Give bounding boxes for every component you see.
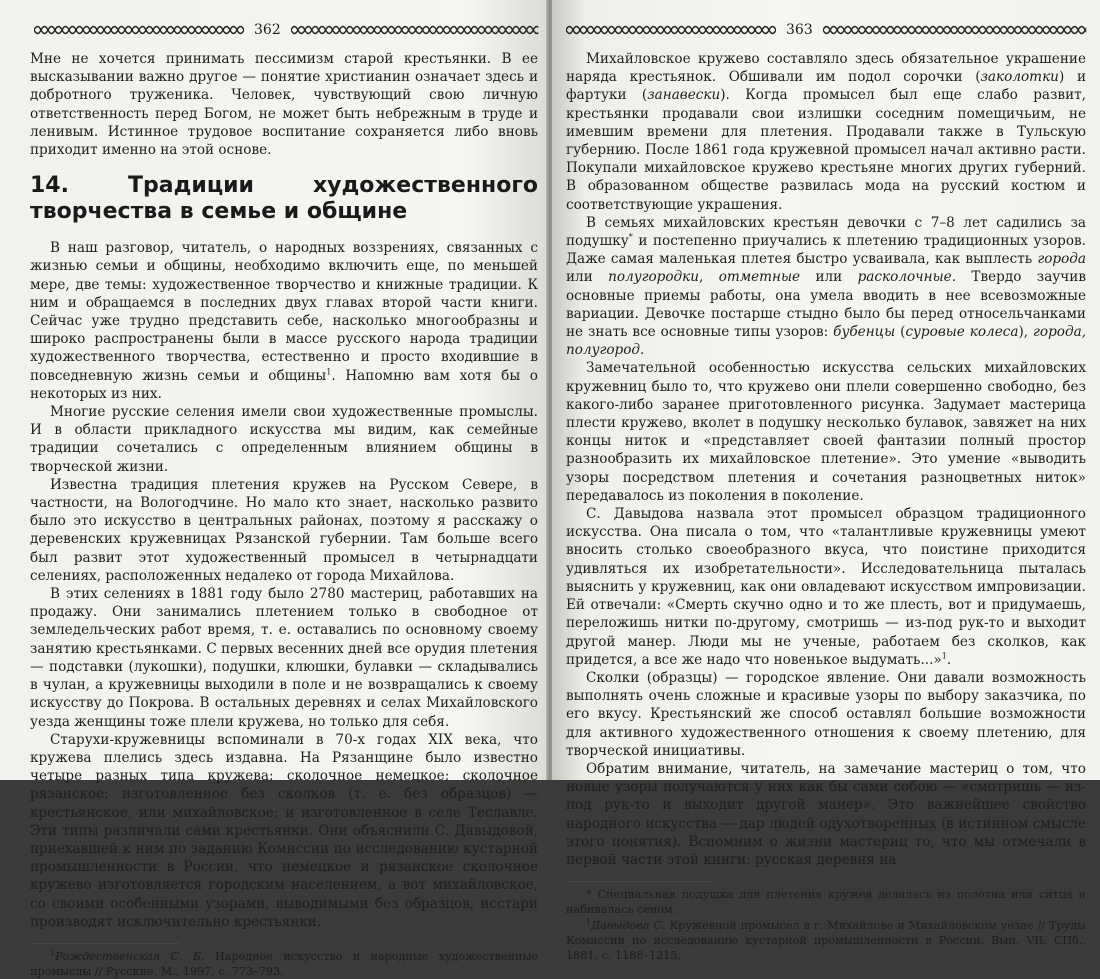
- footnotes-left: [30, 950, 538, 979]
- paragraph: С. Давыдова назвала этот промысел образцом традиционного искусства. Она писала о том, что «талантливые кружевницы умеют вносить столько своеобразного вкуса, что поистине приходится удивляться их изобретательности». Исследовательница пыталась выяснить у кружевниц, как они овладевают искусством импровизации. Ей отвечали: «Смерть скучно одно и то же плесть, вот и придумаешь, переложишь нитки по-другому, смотришь — из-под рук-то и выходит другой манер. Люди мы не ученые, работаем без сколков, как придется, а все же надо что новенькое выдумать...»$^1$.: [566, 506, 1086, 668]
- ornament-border-right: [291, 23, 538, 37]
- footnotes-right: [566, 888, 1086, 963]
- ornament-border-left: [34, 23, 244, 37]
- footnote: * Специальная подушка для плетения кружев делалась из полотна или ситца и набивалась сеном.: [566, 888, 1086, 916]
- left-page: [0, 0, 548, 978]
- paragraph: Михайловское кружево составляло здесь обязательное украшение наряда крестьянок. Обшивали им подол сорочки (заколотки) и фартуки (занавески). Когда промысел был еще слабо развит, крестьянки продавали свои излишки соседним помещичьим, не имевшим времени для плетения. Продавали также в Тульскую губернию. После 1861 года кружевной промысел начал активно расти. Покупали михайловское кружево крестьяне многих других губерний. В образованном обществе развилась мода на русский костюм и соответствующие украшения.: [566, 51, 1086, 213]
- paragraph: В наш разговор, читатель, о народных воззрениях, связанных с жизнью семьи и общины, необходимо включить еще, по меньшей мере, две темы: художественное творчество и книжные традиции. К ним и обращаемся в последних двух главах второй части книги. Сейчас уже трудно представить себе, насколько многообразны и широко распространены были в массе русского народа традиции художественного творчества, естественно и просто входившие в повседневную жизнь семьи и общины$^1$. Напомню вам хотя бы о некоторых из них.: [30, 240, 538, 402]
- footnote-ref[interactable]: *: [628, 232, 633, 242]
- paragraph: Замечательной особенностью искусства сельских михайловских кружевниц было то, что кружево они плели совершенно свободно, без какого-либо заранее приготовленного рисунка. Задумает мастерица плести кружево, вколет в подушку несколько булавок, завяжет на них концы ниток и «представляет своей фантазии полный простор разнообразить их михайловское плетение». Это умение «выводить узоры посредством плетения и сочетания разноцветных ниток» передавалось из поколения в поколение.: [566, 360, 1086, 504]
- paragraph: В семьях михайловских крестьян девочки с 7–8 лет садились за подушку* и постепенно приучались к плетению традиционных узоров. Даже самая маленькая плетея быстро усваивала, как выплесть города или полугородки, отметные или расколочные. Твердо заучив основные приемы работы, она умела вводить в нее всевозможные вариации. Девочке постарше стыдно было бы перед относельчанками не знать все основные типы узоров: бубенцы (суровые колеса), города, полугород.: [566, 214, 1087, 359]
- right-body: [566, 50, 1086, 869]
- footnote: $^1$Рождественская С. Б. Народное искусство и народные художественные промыслы // Русские. М., 1997, с. 773–793.: [30, 948, 538, 978]
- footnote-ref[interactable]: 1: [326, 367, 332, 377]
- ornament-border-right: [823, 23, 1086, 37]
- left-body: [30, 50, 538, 931]
- page-header-left: [30, 10, 538, 50]
- section-title: Традиции художественного творчества в семье и общине: [30, 173, 538, 225]
- intro-paragraph: Мне не хочется принимать пессимизм старой крестьянки. В ее высказывании важно другое — понятие христианин означает здесь и добротного труженика. Человек, чувствующий свою личную ответственность перед Богом, не может быть небрежным в труде и ленивым. Истинное трудовое воспитание сохраняется либо вновь приходит именно на этой основе.: [30, 51, 538, 159]
- paragraph: Известна традиция плетения кружев на Русском Севере, в частности, на Вологодчине. Но мало кто знает, насколько развито было это искусство в центральных районах, поэтому я расскажу о деревенских кружевницах Рязанской губернии. Там больше всего был развит этот художественный промысел в четырнадцати селениях, расположенных недалеко от города Михайлова.: [30, 476, 538, 584]
- section-number: 14.: [30, 173, 69, 199]
- page-header-right: [566, 10, 1086, 50]
- paragraph: Многие русские селения имели свои художественные промыслы. И в области прикладного искусства мы видим, как семейные традиции сочетались с определенным влиянием общины в творческой жизни.: [30, 404, 538, 475]
- section-heading: [30, 173, 538, 225]
- ornament-border-left: [566, 23, 776, 37]
- footnote-divider: [566, 881, 716, 882]
- footnote-ref[interactable]: 1: [941, 651, 947, 661]
- paragraph: В этих селениях в 1881 году было 2780 мастериц, работавших на продажу. Они занимались плетением только в свободное от земледельческих работ время, т. е. оставались по основному своему занятию крестьянками. С первых весенних дней все орудия плетения — подставки (лукошки), подушки, клюшки, булавки — складывались в чулан, а кружевницы выходили в поле и не возвращались к своему искусству до Покрова. В остальных деревнях и селах Михайловского уезда женщины тоже плели кружева, но только для себя.: [30, 586, 538, 730]
- footnote-divider: [30, 943, 180, 944]
- page-number: 363: [786, 22, 813, 38]
- paragraph: Старухи-кружевницы вспоминали в 70-х годах XIX века, что кружева плелись здесь издавна. На Рязанщине было известно четыре разных типа кружева: сколочное немецкое; сколочное рязанское; изготовленное без сколков (т. е. без образцов) — крестьянское, или михайловское; и изготовленное в селе Теславле. Эти типы различали сами крестьянки. Они объяснили С. Давыдовой, приехавшей к ним по заданию Комиссии по исследованию кустарной промышленности в России, что немецкое и рязанское сколочное кружево изготовляется городским населением, а вот михайловское, со своими особенными узорами, выводимыми без образцов, исстари производят исключительно крестьянки.: [30, 731, 538, 930]
- paragraph: Обратим внимание, читатель, на замечание мастериц о том, что новые узоры получаются у них как бы сами собою — «смотришь — из-под рук-то и выходит другой манер». Это важнейшее свойство народного искусства — дар людей одухотворенных (в истинном смысле этого понятия). Вспомним о жизни мастериц то, что мы отмечали в первой части этой книги: русская деревня на: [566, 760, 1086, 868]
- footnote: $^1$Давыдова С. Кружевной промысел в г. Михайлове и Михайловском уезде // Труды Комиссии по исследованию кустарной промышленности в России. Вып. VII. СПб., 1881, с. 1188–1215.: [566, 917, 1086, 962]
- paragraph: Сколки (образцы) — городское явление. Они давали возможность выполнять очень сложные и красивые узоры по выбору заказчика, по его вкусу. Крестьянский же способ оставлял большие возможности для активного художественного отношения к своему плетению, для творческой инициативы.: [566, 669, 1086, 759]
- right-page: [552, 0, 1100, 962]
- page-number: 362: [254, 22, 281, 38]
